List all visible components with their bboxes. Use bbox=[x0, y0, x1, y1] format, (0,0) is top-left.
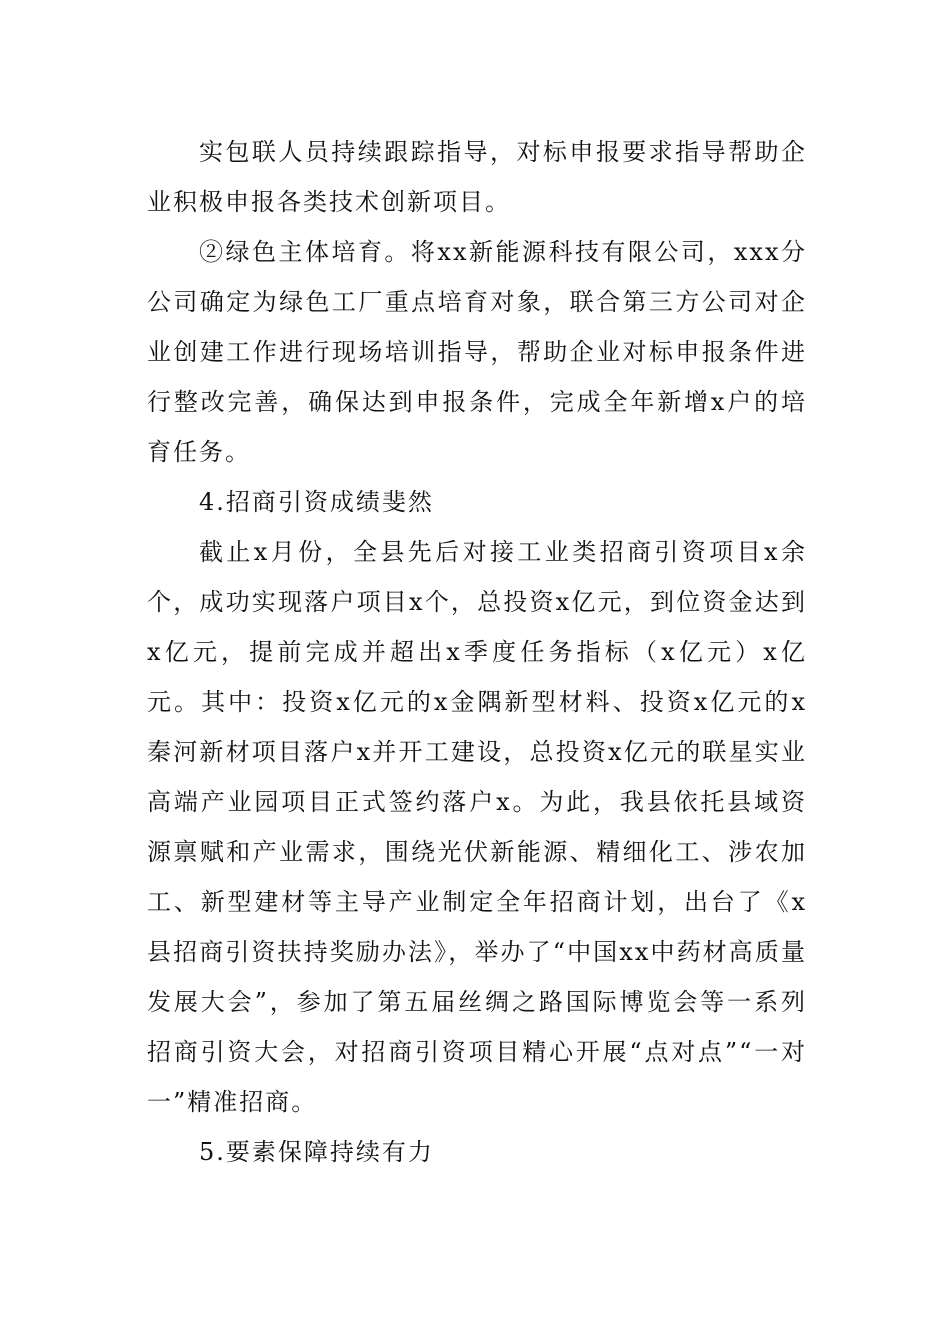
paragraph-investment: 截止x月份，全县先后对接工业类招商引资项目x余个，成功实现落户项目x个，总投资x亿元，到位资金达到x亿元，提前完成并超出x季度任务指标（x亿元）x亿元。其中：投资x亿元的x金隅新型材料、投资x亿元的x秦河新材项目落户x并开工建设，总投资x亿元的联星实业高端产业园项目正式签约落户x。为此，我县依托县域资源禀赋和产业需求，围绕光伏新能源、精细化工、涉农加工、新型建材等主导产业制定全年招商计划，出台了《x县招商引资扶持奖励办法》，举办了“中国xx中药材高质量发展大会”，参加了第五届丝绸之路国际博览会等一系列招商引资大会，对招商引资项目精心开展“点对点”“一对一”精准招商。 bbox=[147, 538, 807, 1116]
paragraph-guidance: 实包联人员持续跟踪指导，对标申报要求指导帮助企业积极申报各类技术创新项目。 bbox=[147, 138, 807, 216]
paragraph-green-cultivation: ②绿色主体培育。将xx新能源科技有限公司，xxx分公司确定为绿色工厂重点培育对象，联合第三方公司对企业创建工作进行现场培训指导，帮助企业对标申报条件进行整改完善，确保达到申报条件，完成全年新增x户的培育任务。 bbox=[147, 238, 807, 466]
document-body bbox=[147, 127, 807, 1177]
section-heading-factor-guarantee: 5.要素保障持续有力 bbox=[199, 1138, 434, 1166]
section-heading-investment: 4.招商引资成绩斐然 bbox=[199, 488, 434, 516]
